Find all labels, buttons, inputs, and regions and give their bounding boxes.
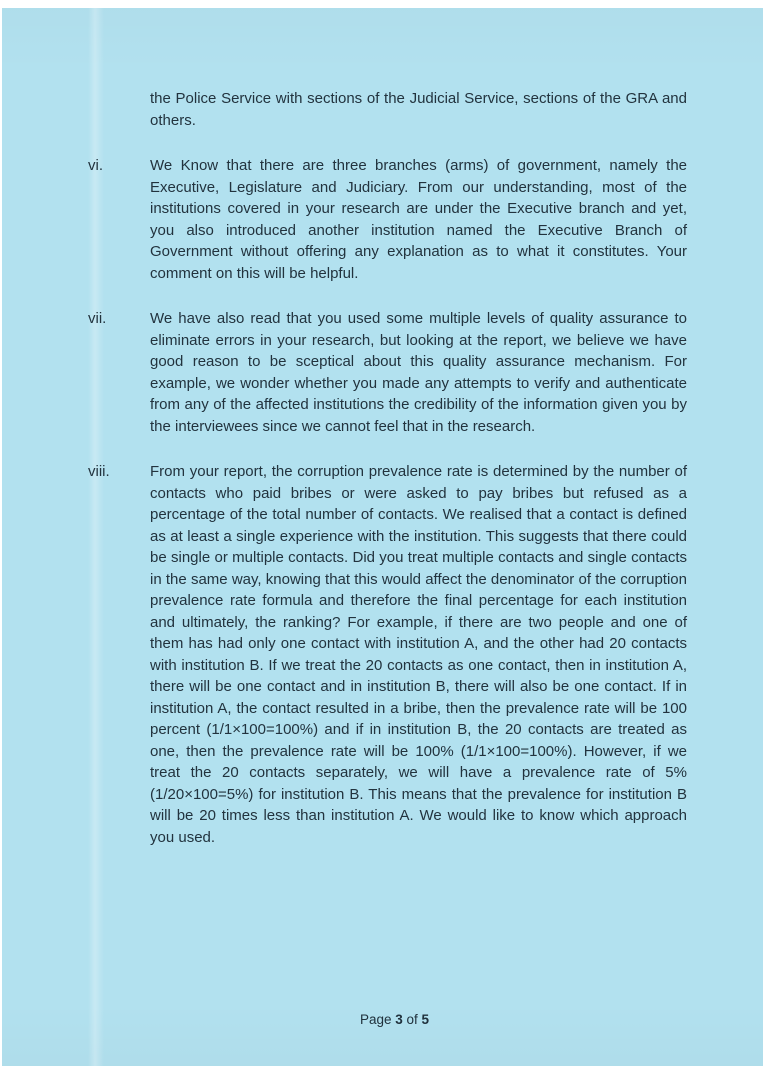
paragraph-text: the Police Service with sections of the Judicial Service, sections of the GRA and others. — [150, 90, 687, 129]
paragraph — [88, 155, 687, 284]
scanned-page-sheet — [2, 8, 763, 1066]
paragraph-number: viii. — [88, 463, 110, 480]
letter-body — [88, 88, 687, 848]
paragraph-number: vii. — [88, 310, 107, 327]
paragraph-number: vi. — [88, 157, 103, 174]
paragraph-list — [88, 88, 687, 848]
paragraph-text: We Know that there are three branches (arms) of government, namely the Executive, Legislature and Judiciary. From our understanding, most of the institutions covered in your research are under the Executive branch and yet, you also introduced another institution named the Executive Branch of Government without offering any explanation as to what it constitutes. Your comment on this will be helpful. — [150, 157, 687, 282]
paragraph — [150, 88, 687, 131]
paragraph-text: From your report, the corruption prevalence rate is determined by the number of contacts who paid bribes or were asked to pay bribes but refused as a percentage of the total number of contacts. We realised that a contact is defined as at least a single experience with the institution. This suggests that there could be single or multiple contacts. Did you treat multiple contacts and single contacts in the same way, knowing that this would affect the denominator of the corruption prevalence rate formula and therefore the final percentage for each institution and ultimately, the ranking? For example, if there are two people and one of them has had only one contact with institution A, and the other had 20 contacts with institution B. If we treat the 20 contacts as one contact, then in institution A, there will be one contact and in institution B, there will also be one contact. If in institution A, the contact resulted in a bribe, then the prevalence rate will be 100 percent (1/1×100=100%) and if in institution B, the 20 contacts are treated as one, then the prevalence rate will be 100% (1/1×100=100%). However, if we treat the 20 contacts separately, we will have a prevalence rate of 5% (1/20×100=5%) for institution B. This means that the prevalence for institution B will be 20 times less than institution A. We would like to know which approach you used. — [150, 463, 687, 846]
footer-of-word: of — [406, 1012, 418, 1027]
footer-page-number: 3 — [395, 1012, 403, 1027]
page-footer — [26, 1012, 763, 1027]
footer-page-word: Page — [359, 1012, 392, 1027]
paragraph — [88, 461, 687, 848]
paragraph-text: We have also read that you used some multiple levels of quality assurance to eliminate errors in your research, but looking at the report, we believe we have good reason to be sceptical about this quality assurance mechanism. For example, we wonder whether you made any attempts to verify and authenticate from any of the affected institutions the credibility of the information given you by the interviewees since we cannot feel that in the research. — [150, 310, 687, 435]
paragraph — [88, 308, 687, 437]
footer-total-pages: 5 — [421, 1012, 430, 1027]
